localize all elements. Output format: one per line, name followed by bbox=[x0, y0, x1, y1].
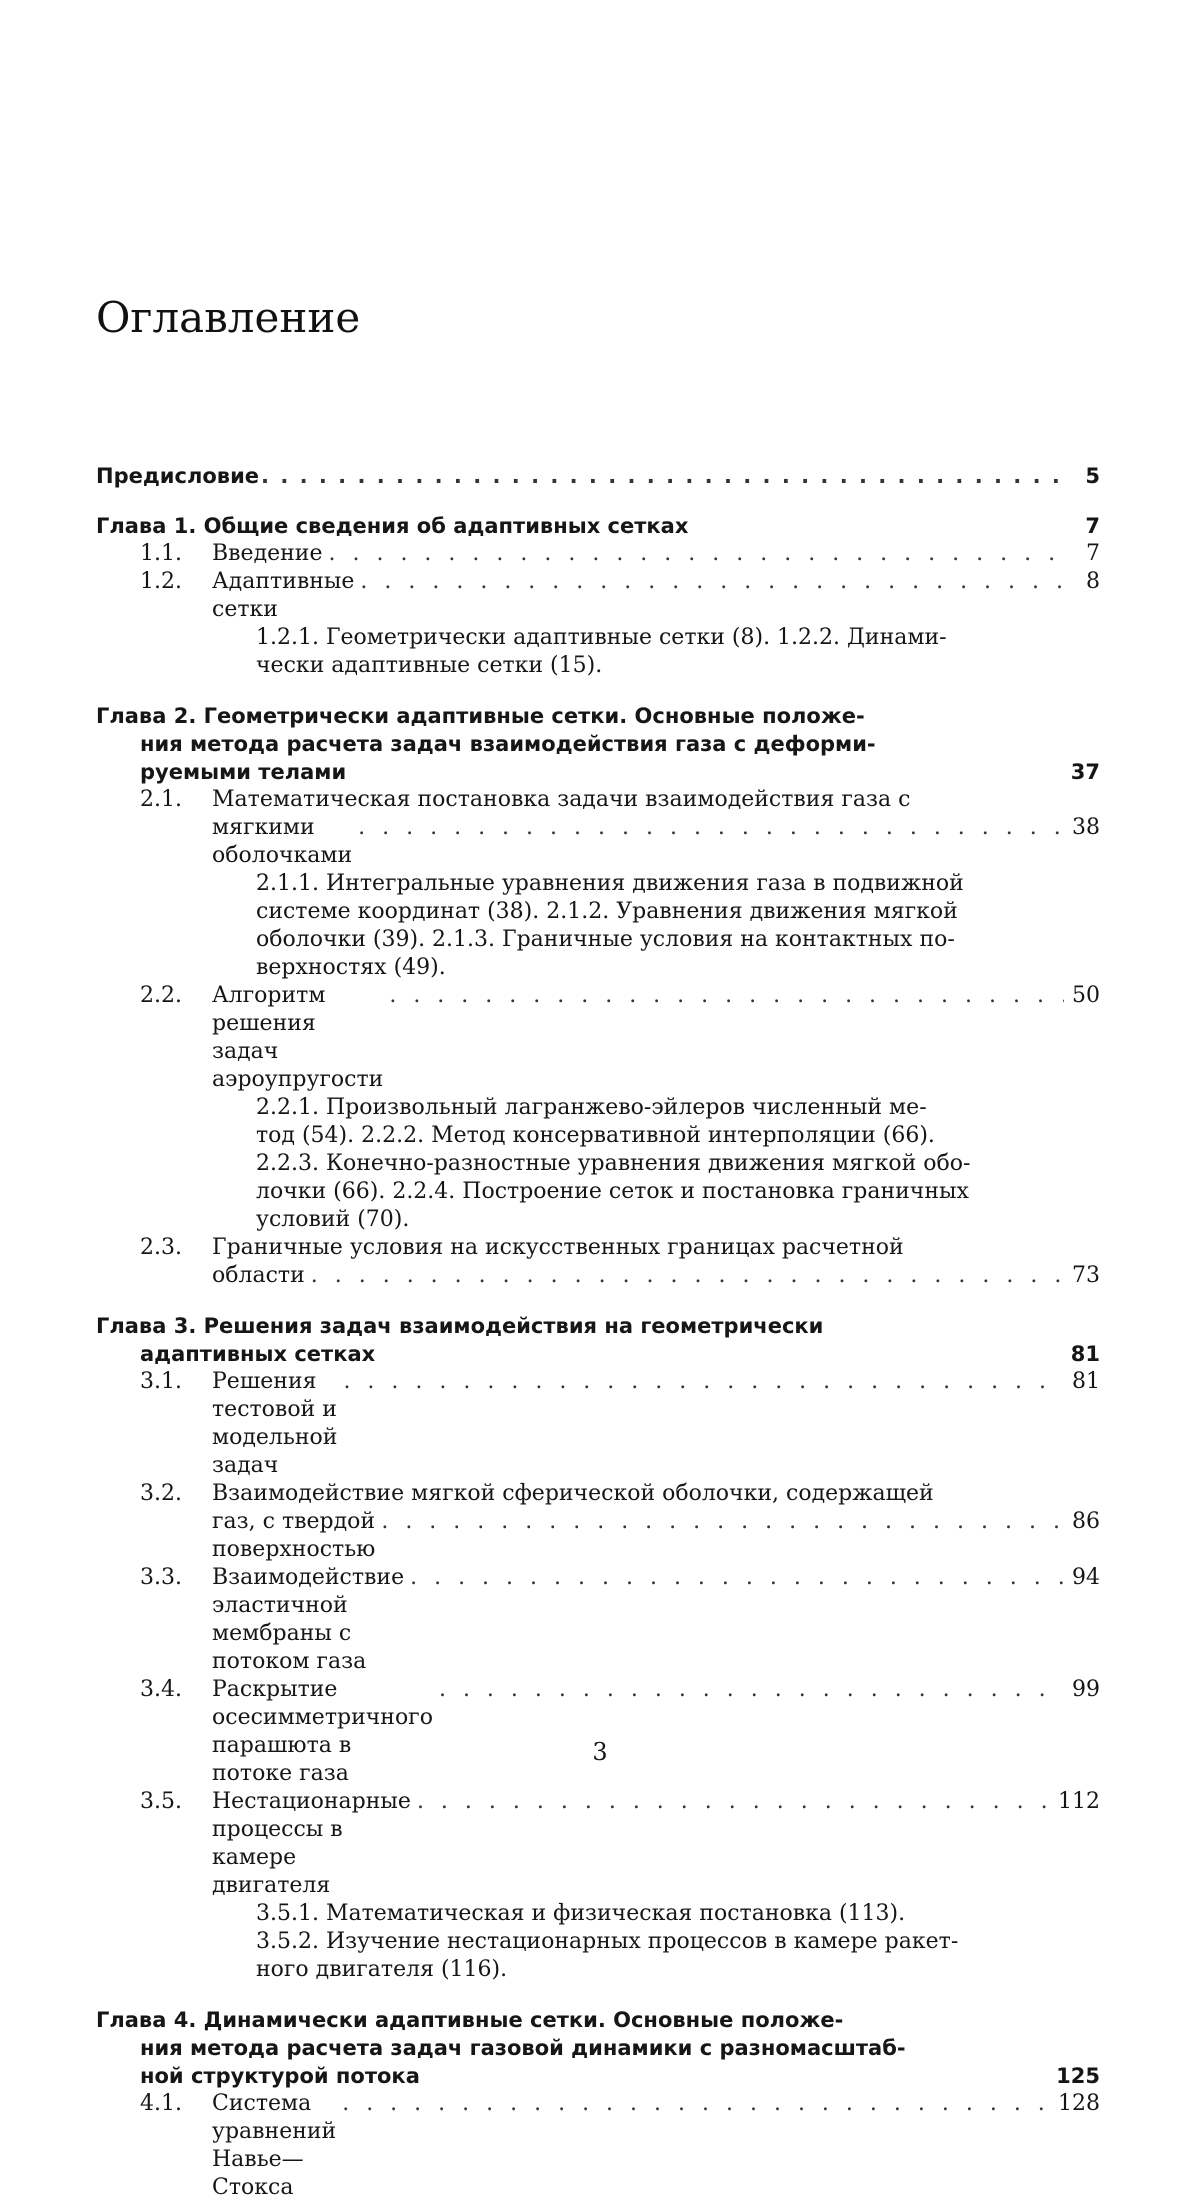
chapter-title-line[interactable] bbox=[96, 1312, 1100, 1340]
section-number: 1.1. bbox=[140, 541, 182, 566]
subsection-line: 2.2.1. Произвольный лагранжево-эйлеров численный ме- bbox=[256, 1095, 927, 1120]
section-title-line bbox=[140, 1564, 1100, 1676]
section-number: 3.1. bbox=[140, 1369, 182, 1394]
section-number: 3.5. bbox=[140, 1789, 182, 1814]
chapter-title-line[interactable] bbox=[96, 758, 1100, 786]
chapter-title-text: ной структурой потока bbox=[140, 2064, 420, 2088]
dot-leader bbox=[343, 1368, 1064, 1396]
section-title-text: Раскрытие осесимметричного парашюта в потоке газа bbox=[212, 1677, 433, 1786]
section-title-text: мягкими оболочками bbox=[212, 815, 353, 868]
section-number: 3.3. bbox=[140, 1565, 182, 1590]
toc-section[interactable] bbox=[96, 568, 1100, 680]
toc-section[interactable] bbox=[96, 1480, 1100, 1564]
toc-section[interactable] bbox=[96, 1368, 1100, 1480]
section-title-text: Взаимодействие мягкой сферической оболочки, содержащей bbox=[212, 1481, 934, 1506]
chapter-title-text: руемыми телами bbox=[140, 760, 347, 784]
toc-entry-title: Предисловие bbox=[96, 464, 260, 488]
section-title-line bbox=[140, 1368, 1100, 1480]
toc-entry-preface[interactable] bbox=[96, 462, 1100, 490]
section-title-line bbox=[140, 982, 1100, 1094]
dot-leader bbox=[417, 1788, 1052, 1816]
chapter-title-text bbox=[140, 2062, 1056, 2090]
toc-page-number: 81 bbox=[1070, 1342, 1100, 1366]
section-title-text: Решения тестовой и модельной задач bbox=[212, 1369, 338, 1478]
section-title-text: Взаимодействие эластичной мембраны с потоком газа bbox=[212, 1565, 405, 1674]
toc-page-number: 125 bbox=[1056, 2064, 1100, 2088]
chapter-title-line[interactable] bbox=[96, 1340, 1100, 1368]
chapter-title-line[interactable] bbox=[96, 2034, 1100, 2062]
chapter-title-text: Геометрически адаптивные сетки. Основные положе- bbox=[203, 704, 865, 728]
page-number: 3 bbox=[592, 1738, 608, 1766]
toc-chapter bbox=[96, 702, 1100, 1290]
section-number: 1.2. bbox=[140, 569, 182, 594]
toc-section[interactable] bbox=[96, 1564, 1100, 1676]
chapter-title-line[interactable] bbox=[96, 702, 1100, 730]
section-title-line bbox=[140, 786, 1100, 814]
section-title-line bbox=[140, 1262, 1100, 1290]
section-title-line bbox=[140, 568, 1100, 624]
dot-leader bbox=[358, 814, 1064, 842]
section-title-text: области bbox=[212, 1263, 305, 1288]
section-title-text: Система уравнений Навье—Стокса bbox=[212, 2091, 337, 2200]
chapter-title-text: ния метода расчета задач газовой динамики с разномасштаб- bbox=[140, 2036, 906, 2060]
toc-page-number: 8 bbox=[1086, 569, 1100, 594]
chapter-title-line[interactable] bbox=[96, 2062, 1100, 2090]
chapter-title-text: Общие сведения об адаптивных сетках bbox=[203, 514, 689, 538]
section-title-text: Нестационарные процессы в камере двигателя bbox=[212, 1789, 411, 1898]
toc-section[interactable] bbox=[96, 1234, 1100, 1290]
toc-section[interactable] bbox=[96, 540, 1100, 568]
chapter-title-text: ния метода расчета задач взаимодействия газа с деформи- bbox=[140, 732, 876, 756]
dot-leader bbox=[342, 2090, 1052, 2118]
section-number: 2.3. bbox=[140, 1235, 182, 1260]
dot-leader bbox=[311, 1262, 1064, 1290]
section-title-text: газ, с твердой поверхностью bbox=[212, 1509, 376, 1562]
subsection-line: ного двигателя (116). bbox=[256, 1957, 508, 1982]
toc-page-number: 37 bbox=[1070, 760, 1100, 784]
dot-leader bbox=[261, 462, 1068, 490]
toc-section[interactable] bbox=[96, 786, 1100, 982]
toc-section[interactable] bbox=[96, 982, 1100, 1234]
subsection-line: чески адаптивные сетки (15). bbox=[256, 653, 603, 678]
chapter-title-text bbox=[96, 512, 1085, 540]
toc-page-number: 112 bbox=[1058, 1789, 1100, 1814]
subsection-line: системе координат (38). 2.1.2. Уравнения движения мягкой bbox=[256, 899, 958, 924]
section-number: 3.2. bbox=[140, 1481, 182, 1506]
dot-leader bbox=[381, 1508, 1064, 1536]
section-title-text: Граничные условия на искусственных границах расчетной bbox=[212, 1235, 904, 1260]
chapter-title-text bbox=[140, 1340, 1071, 1368]
subsection-line: 3.5.2. Изучение нестационарных процессов в камере ракет- bbox=[256, 1929, 959, 1954]
section-title-text: Алгоритм решения задач аэроупругости bbox=[212, 983, 384, 1092]
toc-section[interactable] bbox=[96, 2090, 1100, 2202]
dot-leader bbox=[389, 982, 1064, 1010]
toc-chapter bbox=[96, 2006, 1100, 2202]
subsection-line: 2.2.3. Конечно-разностные уравнения движения мягкой обо- bbox=[256, 1151, 971, 1176]
section-title-line bbox=[140, 1676, 1100, 1788]
table-of-contents bbox=[96, 462, 1100, 2202]
section-title-line bbox=[140, 814, 1100, 870]
section-number: 2.2. bbox=[140, 983, 182, 1008]
section-title-line bbox=[140, 540, 1100, 568]
toc-page-number: 86 bbox=[1072, 1509, 1100, 1534]
chapter-title-line[interactable] bbox=[96, 2006, 1100, 2034]
subsection-line: 3.5.1. Математическая и физическая постановка (113). bbox=[256, 1901, 906, 1926]
chapter-title-text: Динамически адаптивные сетки. Основные положе- bbox=[203, 2008, 844, 2032]
toc-page-number: 99 bbox=[1072, 1677, 1100, 1702]
toc-chapter bbox=[96, 1312, 1100, 1984]
section-title-line bbox=[140, 2090, 1100, 2202]
toc-page-number: 5 bbox=[1085, 464, 1100, 488]
section-number: 4.1. bbox=[140, 2091, 182, 2116]
section-title-text: Введение bbox=[212, 541, 323, 566]
chapter-title-text bbox=[140, 758, 1071, 786]
section-title-text: Адаптивные сетки bbox=[212, 569, 355, 622]
dot-leader bbox=[410, 1564, 1064, 1592]
section-title-line bbox=[140, 1480, 1100, 1508]
section-number: 3.4. bbox=[140, 1677, 182, 1702]
section-title-line bbox=[140, 1508, 1100, 1564]
subsection-line: оболочки (39). 2.1.3. Граничные условия на контактных по- bbox=[256, 927, 955, 952]
subsection-line: 2.1.1. Интегральные уравнения движения газа в подвижной bbox=[256, 871, 964, 896]
subsection-line: тод (54). 2.2.2. Метод консервативной интерполяции (66). bbox=[256, 1123, 935, 1148]
subsection-line: верхностях (49). bbox=[256, 955, 446, 980]
chapter-title-text: адаптивных сетках bbox=[140, 1342, 376, 1366]
chapter-label: Глава 4. bbox=[96, 2008, 197, 2032]
chapter-label: Глава 1. bbox=[96, 514, 197, 538]
toc-page-number: 50 bbox=[1072, 983, 1100, 1008]
toc-page-number: 128 bbox=[1058, 2091, 1100, 2116]
toc-page-number: 81 bbox=[1072, 1369, 1100, 1394]
chapter-title-line[interactable] bbox=[96, 730, 1100, 758]
dot-leader bbox=[360, 568, 1064, 596]
section-title-text: Математическая постановка задачи взаимодействия газа с bbox=[212, 787, 911, 812]
page-title: Оглавление bbox=[96, 293, 361, 342]
subsection-line: лочки (66). 2.2.4. Построение сеток и постановка граничных bbox=[256, 1179, 969, 1204]
chapter-title-text: Решения задач взаимодействия на геометрически bbox=[203, 1314, 824, 1338]
toc-section[interactable] bbox=[96, 1788, 1100, 1984]
toc-page-number: 73 bbox=[1072, 1263, 1100, 1288]
chapter-label: Глава 3. bbox=[96, 1314, 197, 1338]
toc-section[interactable] bbox=[96, 1676, 1100, 1788]
chapter-title-line[interactable] bbox=[96, 512, 1100, 540]
subsection-line: 1.2.1. Геометрически адаптивные сетки (8). 1.2.2. Динами- bbox=[256, 625, 947, 650]
section-title-line bbox=[140, 1234, 1100, 1262]
section-title-line bbox=[140, 1788, 1100, 1900]
toc-page-number: 7 bbox=[1085, 514, 1100, 538]
toc-page-number: 7 bbox=[1086, 541, 1100, 566]
dot-leader bbox=[328, 540, 1064, 568]
dot-leader bbox=[439, 1676, 1064, 1704]
toc-chapter bbox=[96, 512, 1100, 680]
subsection-line: условий (70). bbox=[256, 1207, 410, 1232]
toc-page-number: 94 bbox=[1072, 1565, 1100, 1590]
toc-page-number: 38 bbox=[1072, 815, 1100, 840]
chapter-label: Глава 2. bbox=[96, 704, 197, 728]
section-number: 2.1. bbox=[140, 787, 182, 812]
